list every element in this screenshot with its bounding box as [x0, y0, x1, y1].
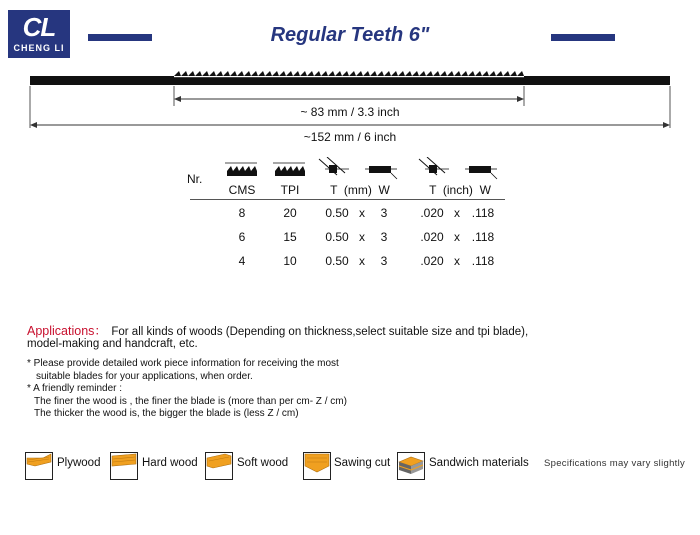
header-tpi: TPI: [280, 183, 300, 197]
nr-label: Nr.: [187, 172, 203, 186]
width-mm-icon: [365, 166, 397, 179]
material-label-hard-wood: Hard wood: [142, 457, 198, 469]
soft-wood-icon: [205, 452, 233, 480]
material-label-sandwich: Sandwich materials: [429, 457, 529, 469]
width-inch-icon: [465, 166, 497, 179]
note-line: * A friendly reminder :: [27, 383, 123, 394]
note-line: * Please provide detailed work piece information for receiving the most: [27, 358, 339, 369]
sawing-cut-icon: [303, 452, 331, 480]
applications-label: Applications：: [27, 324, 107, 338]
thickness-mm-icon: [319, 157, 349, 175]
note-line: The finer the wood is , the finer the blade is (more than per cm- Z / cm): [34, 395, 347, 407]
hard-wood-icon: [110, 452, 138, 480]
sandwich-materials-icon: [397, 452, 425, 480]
header-inch: T (inch) W: [429, 183, 491, 197]
thickness-inch-icon: [419, 157, 449, 175]
header-mm: T (mm) W: [330, 183, 390, 197]
notes-block: [27, 358, 667, 421]
company-logo: [8, 10, 70, 58]
logo-mark: CL: [22, 12, 56, 42]
teeth-length-label: ~ 83 mm / 3.3 inch: [300, 105, 400, 119]
applications-line2: model-making and handcraft, etc.: [27, 338, 198, 350]
logo-name: CHENG LI: [13, 43, 65, 53]
material-label-plywood: Plywood: [57, 457, 101, 469]
note-line: suitable blades for your applications, when order.: [36, 370, 253, 382]
header-bar-right: [551, 34, 615, 41]
blade-teeth: [174, 71, 524, 77]
table-divider: [190, 199, 505, 200]
note-line: The thicker the wood is, the bigger the blade is (less Z / cm): [34, 408, 299, 419]
header-cms: CMS: [228, 183, 256, 197]
page-title: Regular Teeth 6": [270, 24, 430, 46]
material-label-sawing-cut: Sawing cut: [334, 457, 391, 469]
teeth-tpi-icon: [273, 163, 305, 176]
plywood-icon: [25, 452, 53, 480]
blade-body: [30, 76, 670, 85]
total-length-label: ~152 mm / 6 inch: [303, 130, 397, 144]
header-bar-left: [88, 34, 152, 41]
applications-text: For all kinds of woods (Depending on thickness,select suitable size and tpi blade),: [111, 326, 529, 338]
spec-note: Specifications may vary slightly: [544, 458, 686, 469]
material-label-soft-wood: Soft wood: [237, 457, 289, 469]
table-header-icons: [225, 157, 525, 181]
teeth-cms-icon: [225, 163, 257, 176]
